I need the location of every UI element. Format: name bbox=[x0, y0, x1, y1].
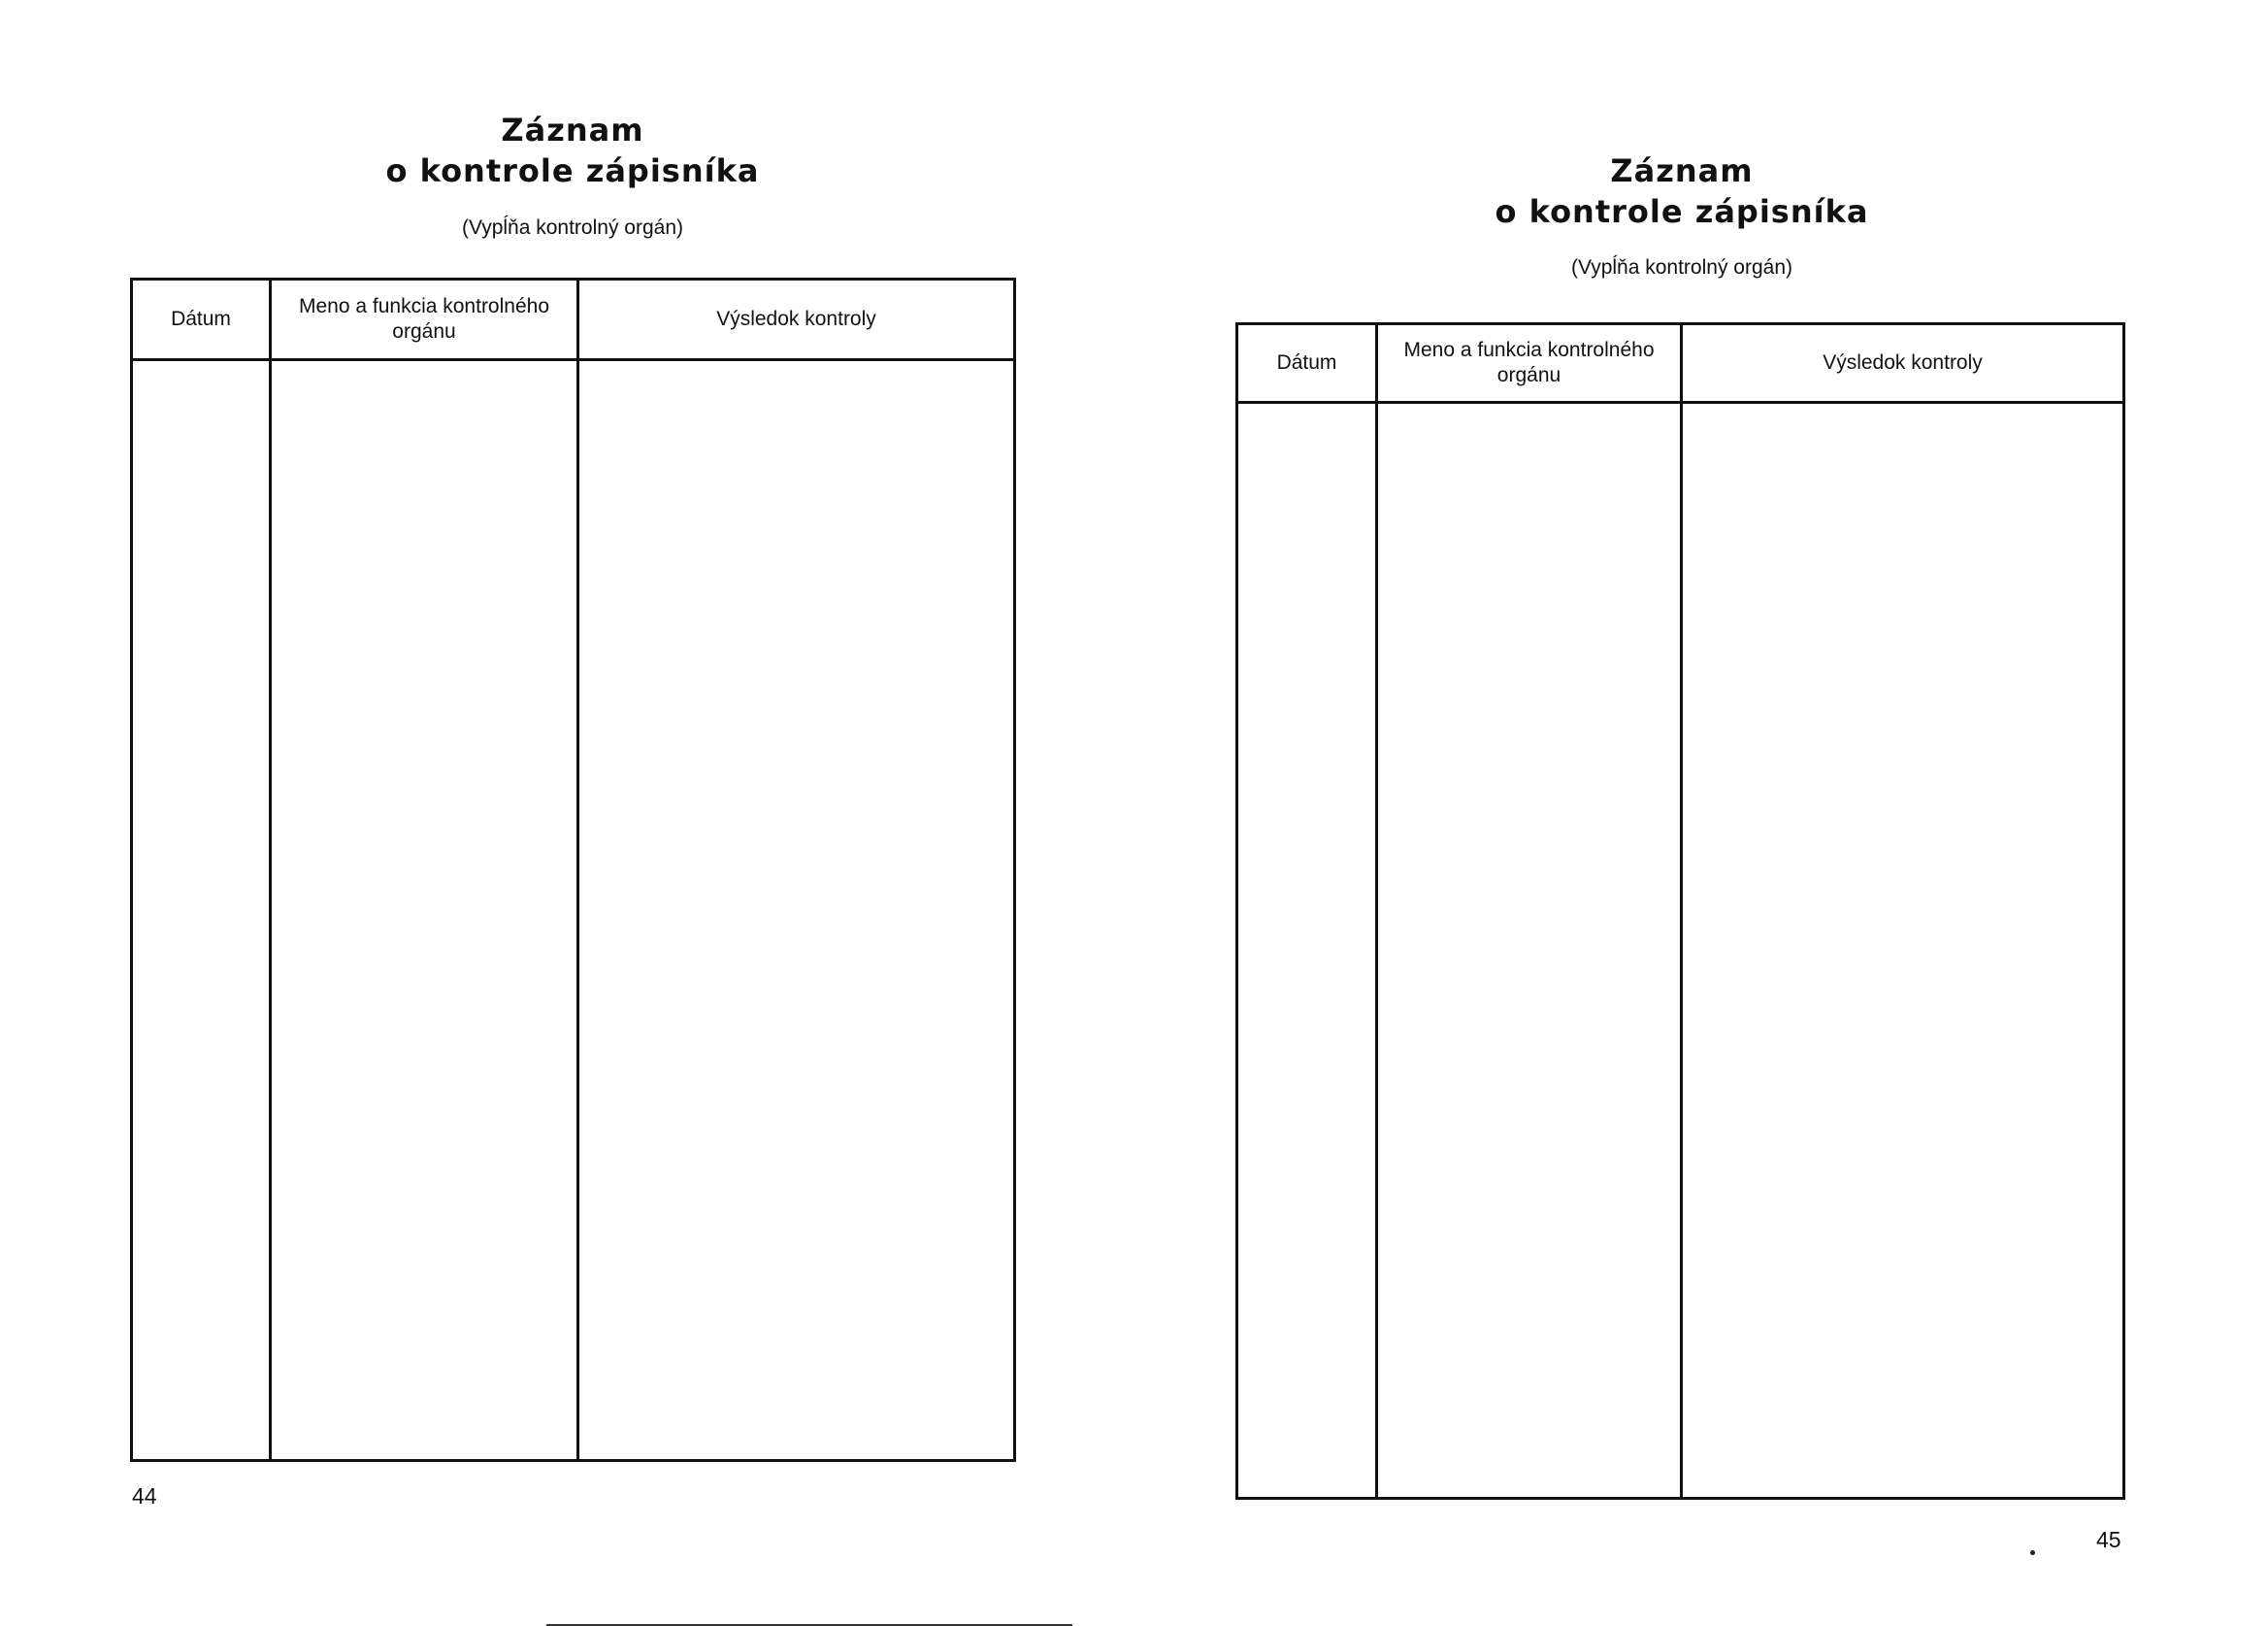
right-title-line1: Záznam bbox=[1610, 152, 1754, 189]
left-table-col-divider-1 bbox=[269, 281, 272, 1459]
right-table-col-divider-1 bbox=[1375, 325, 1378, 1497]
right-title-line2: o kontrole zápisníka bbox=[1495, 193, 1869, 230]
right-page-title bbox=[1400, 150, 1963, 232]
left-page-number: 44 bbox=[132, 1483, 157, 1509]
left-col-header-result: Výsledok kontroly bbox=[716, 308, 876, 330]
left-table-header-divider bbox=[133, 358, 1013, 361]
left-title-line1: Záznam bbox=[501, 112, 644, 149]
right-page-number: 45 bbox=[2096, 1527, 2121, 1552]
left-page-subtitle: (Vypĺňa kontrolný orgán) bbox=[461, 216, 683, 239]
left-col-header-date: Dátum bbox=[171, 308, 231, 330]
right-col-header-date: Dátum bbox=[1276, 351, 1337, 374]
left-title-line2: o kontrole zápisníka bbox=[385, 152, 760, 189]
stray-dot bbox=[2030, 1550, 2035, 1555]
right-page bbox=[1134, 0, 2268, 1606]
left-table-col-divider-2 bbox=[576, 281, 579, 1459]
left-col-header-inspector: Meno a funkcia kontrolného orgánu bbox=[299, 295, 549, 343]
right-table-col-divider-2 bbox=[1680, 325, 1683, 1497]
right-col-header-result: Výsledok kontroly bbox=[1823, 351, 1983, 374]
left-page bbox=[0, 0, 1134, 1606]
left-control-table bbox=[130, 278, 1016, 1462]
right-col-header-inspector: Meno a funkcia kontrolného orgánu bbox=[1403, 339, 1655, 386]
right-control-table bbox=[1235, 322, 2125, 1500]
left-page-title bbox=[291, 110, 854, 191]
right-page-subtitle: (Vypĺňa kontrolný orgán) bbox=[1570, 256, 1792, 279]
